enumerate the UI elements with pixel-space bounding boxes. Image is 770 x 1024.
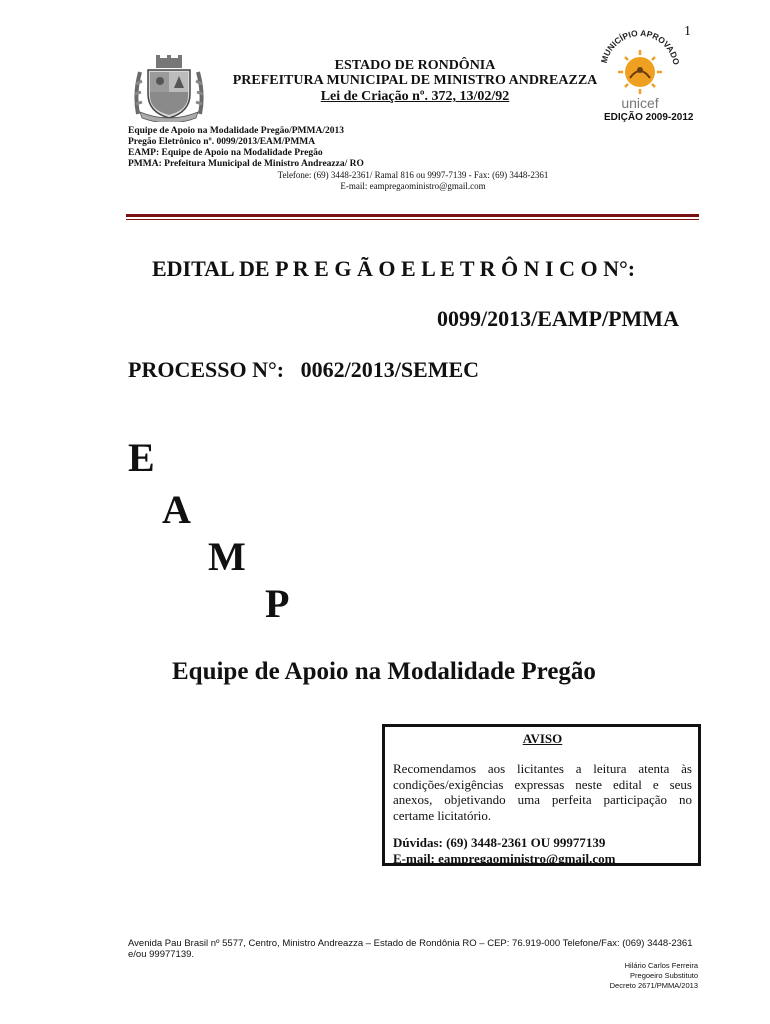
acronym-letter-p: P <box>265 581 290 626</box>
aviso-text: Recomendamos aos licitantes a leitura atenta às condições/exigências expressas neste edital e seus anexos, objetivando uma perfeita participação no certame licitatório. <box>393 761 692 823</box>
equipe-title: Equipe de Apoio na Modalidade Pregão <box>172 658 596 685</box>
signature-decree: Decreto 2671/PMMA/2013 <box>609 981 698 990</box>
footer-address: Avenida Pau Brasil nº 5577, Centro, Ministro Andreazza – Estado de Rondônia RO – CEP: 76.919-000 Telefone/Fax: (069) 3448-2361 e/ou 99977139. <box>128 938 693 960</box>
svg-text:MUNICÍPIO APROVADO: MUNICÍPIO APROVADO <box>598 27 682 66</box>
info-line: Pregão Eletrônico nº. 0099/2013/EAM/PMMA <box>128 137 316 147</box>
acronym-letter-e: E <box>128 435 155 480</box>
signature-name: Hilário Carlos Ferreira <box>624 961 698 970</box>
info-line: Equipe de Apoio na Modalidade Pregão/PMMA/2013 <box>128 126 344 136</box>
aviso-duvidas <box>393 835 692 866</box>
header-state: ESTADO DE RONDÔNIA <box>334 58 496 73</box>
svg-text:unicef: unicef <box>621 95 659 111</box>
edital-title: EDITAL DE P R E G Ã O E L E T R Ô N I C O N°: <box>152 256 636 281</box>
header-prefeitura: PREFEITURA MUNICIPAL DE MINISTRO ANDREAZZA <box>232 73 598 88</box>
info-line: EAMP: Equipe de Apoio na Modalidade Pregão <box>128 148 323 158</box>
page-number: 1 <box>684 24 691 39</box>
contact-phone: Telefone: (69) 3448-2361/ Ramal 816 ou 9997-7139 - Fax: (69) 3448-2361 <box>277 170 549 180</box>
contact-email: E-mail: eampregaoministro@gmail.com <box>340 181 486 191</box>
header-divider-thin <box>126 219 699 220</box>
processo-number: PROCESSO N°: 0062/2013/SEMEC <box>128 357 480 382</box>
unicef-seal-icon <box>594 20 686 116</box>
aviso-phone: Dúvidas: (69) 3448-2361 OU 99977139 <box>393 835 606 850</box>
header-divider <box>126 214 699 217</box>
municipal-crest-icon <box>132 54 206 122</box>
aviso-title: AVISO <box>522 731 563 746</box>
info-line: PMMA: Prefeitura Municipal de Ministro Andreazza/ RO <box>128 159 364 169</box>
signature-role: Pregoeiro Substituto <box>630 971 698 980</box>
acronym-letter-a: A <box>162 487 191 532</box>
header-lei: Lei de Criação nº. 372, 13/02/92 <box>320 89 510 104</box>
seal-edition: EDIÇÃO 2009-2012 <box>604 112 694 123</box>
aviso-box <box>382 724 701 866</box>
acronym-letter-m: M <box>208 534 246 579</box>
edital-number: 0099/2013/EAMP/PMMA <box>437 306 679 331</box>
aviso-email: E-mail: eampregaoministro@gmail.com <box>393 850 616 866</box>
